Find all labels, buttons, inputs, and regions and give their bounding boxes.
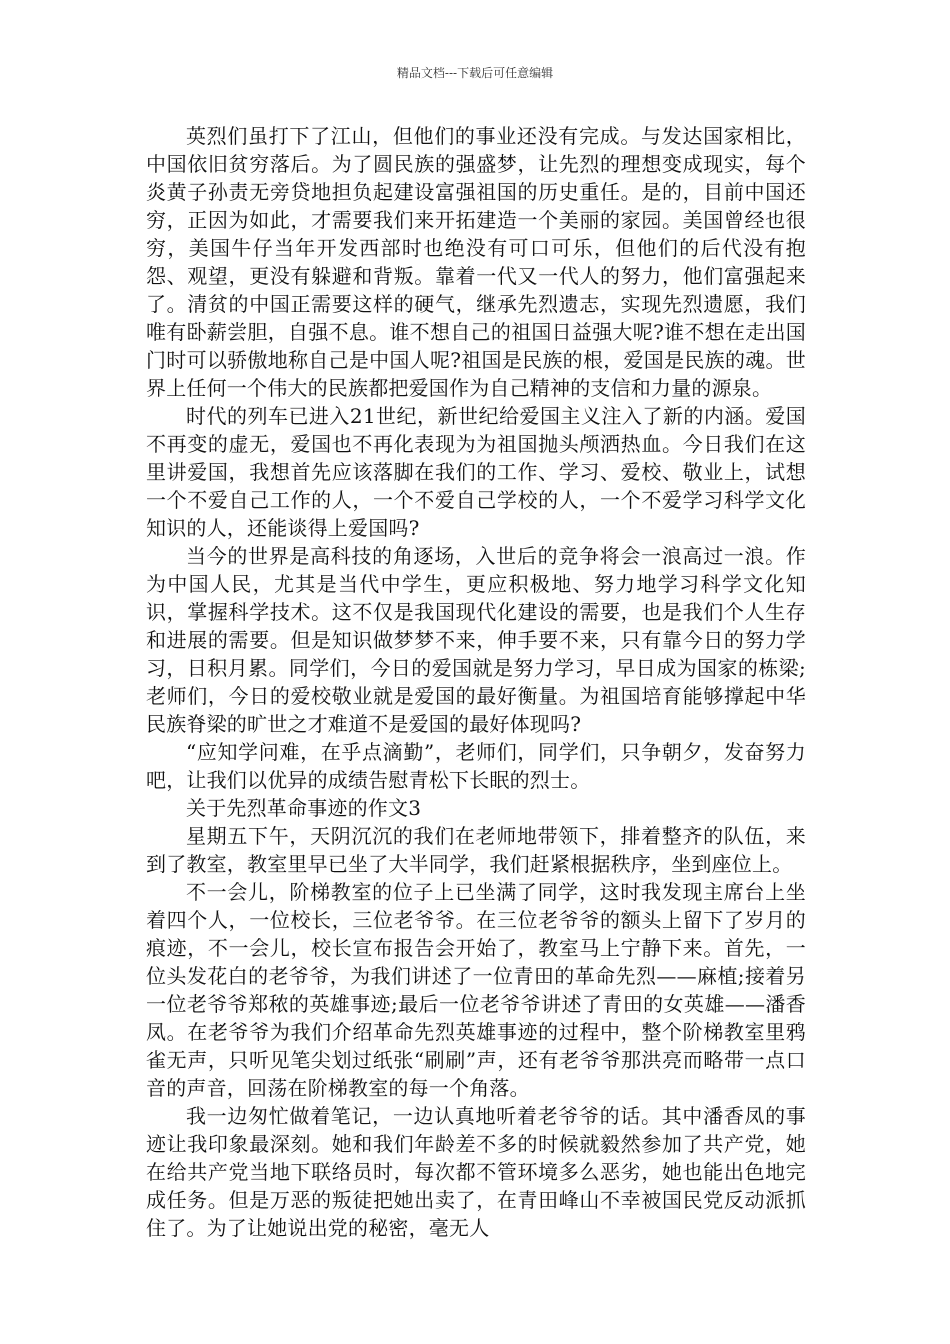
paragraph: 英烈们虽打下了江山，但他们的事业还没有完成。与发达国家相比，中国依旧贫穷落后。为了圆民族的强盛梦，让先烈的理想变成现实，每个炎黄子孙责无旁贷地担负起建设富强祖国的历史重任。是的，目前中国还穷，正因为如此，才需要我们来开拓建造一个美丽的家园。美国曾经也很穷，美国牛仔当年开发西部时也绝没有可口可乐，但他们的后代没有抱怨、观望，更没有躲避和背叛。靠着一代又一代人的努力，他们富强起来了。清贫的中国正需要这样的硬气，继承先烈遗志，实现先烈遗愿，我们唯有卧薪尝胆，自强不息。谁不想自己的祖国日益强大呢?谁不想在走出国门时可以骄傲地称自己是中国人呢?祖国是民族的根，爱国是民族的魂。世界上任何一个伟大的民族都把爱国作为自己精神的支信和力量的源泉。 bbox=[146, 124, 806, 400]
paragraph: 时代的列车已进入21世纪，新世纪给爱国主义注入了新的内涵。爱国不再变的虚无，爱国也不再化表现为为祖国抛头颅洒热血。今日我们在这里讲爱国，我想首先应该落脚在我们的工作、学习、爱校、敬业上，试想一个不爱自己工作的人，一个不爱自己学校的人，一个不爱学习科学文化知识的人，还能谈得上爱国吗? bbox=[146, 404, 806, 540]
section-heading: 关于先烈革命事迹的作文3 bbox=[186, 796, 422, 820]
paragraph: 不一会儿，阶梯教室的位子上已坐满了同学，这时我发现主席台上坐着四个人，一位校长，三位老爷爷。在三位老爷爷的额头上留下了岁月的痕迹，不一会儿，校长宣布报告会开始了，教室马上宁静下来。首先，一位头发花白的老爷爷，为我们讲述了一位青田的革命先烈——麻植;接着另一位老爷爷郑秾的英雄事迹;最后一位老爷爷讲述了青田的女英雄——潘香凤。在老爷爷为我们介绍革命先烈英雄事迹的过程中，整个阶梯教室里鸦雀无声，只听见笔尖划过纸张“刷刷”声，还有老爷爷那洪亮而略带一点口音的声音，回荡在阶梯教室的每一个角落。 bbox=[146, 880, 806, 1100]
paragraph: 我一边匆忙做着笔记，一边认真地听着老爷爷的话。其中潘香凤的事迹让我印象最深刻。她和我们年龄差不多的时候就毅然参加了共产党，她在给共产党当地下联络员时，每次都不管环境多么恶劣，她也能出色地完成任务。但是万恶的叛徒把她出卖了，在青田峰山不幸被国民党反动派抓住了。为了让她说出党的秘密，毫无人 bbox=[146, 1104, 806, 1240]
paragraph: 当今的世界是高科技的角逐场，入世后的竞争将会一浪高过一浪。作为中国人民，尤其是当代中学生，更应积极地、努力地学习科学文化知识，掌握科学技术。这不仅是我国现代化建设的需要，也是我们个人生存和进展的需要。但是知识做梦梦不来，伸手要不来，只有靠今日的努力学习，日积月累。同学们，今日的爱国就是努力学习，早日成为国家的栋梁;老师们，今日的爱校敬业就是爱国的最好衡量。为祖国培育能够撑起中华民族脊梁的旷世之才难道不是爱国的最好体现吗? bbox=[146, 544, 806, 736]
document-body bbox=[146, 122, 806, 1242]
paragraph: “应知学问难，在乎点滴勤”，老师们，同学们，只争朝夕，发奋努力吧，让我们以优异的成绩告慰青松下长眠的烈士。 bbox=[146, 740, 806, 792]
paragraph: 星期五下午，天阴沉沉的我们在老师地带领下，排着整齐的队伍，来到了教室，教室里早已坐了大半同学，我们赶紧根据秩序，坐到座位上。 bbox=[146, 824, 806, 876]
page-header: 精品文档---下载后可任意编辑 bbox=[396, 66, 554, 80]
